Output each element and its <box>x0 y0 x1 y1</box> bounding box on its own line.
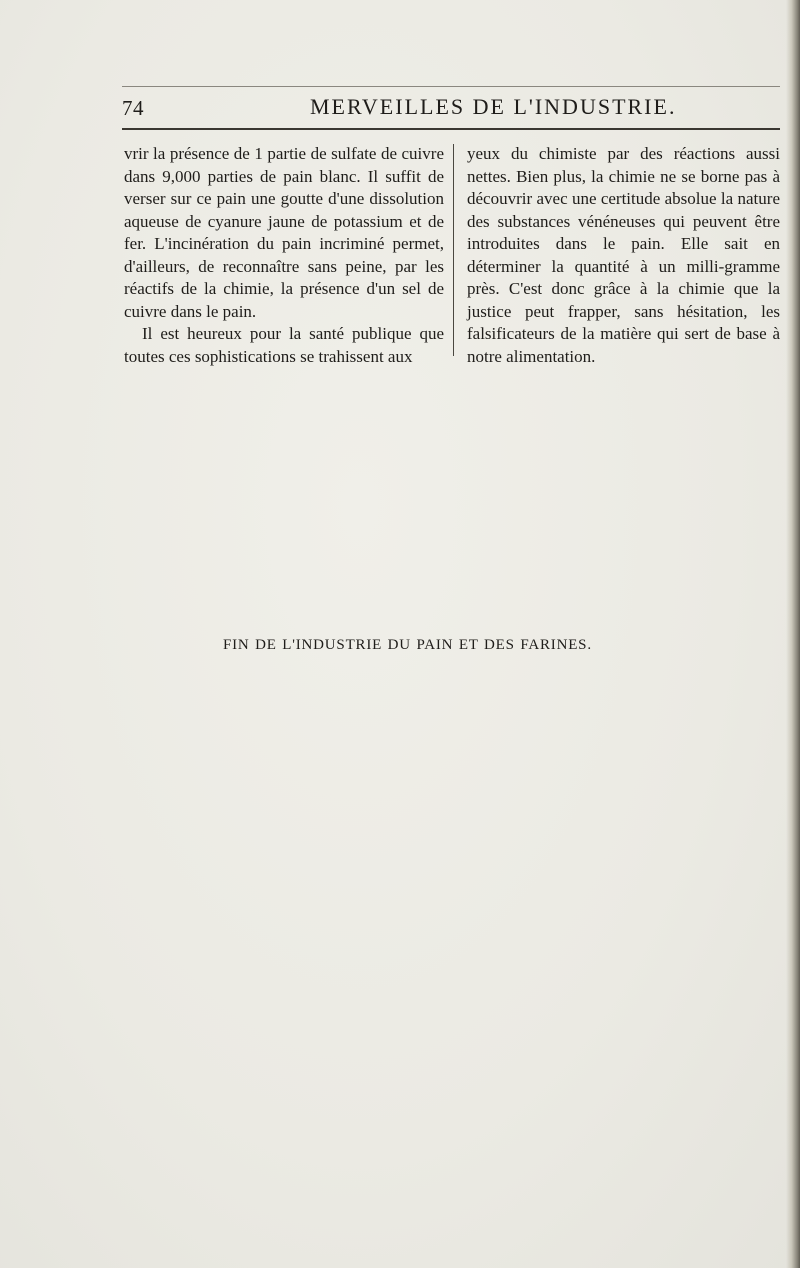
page-binding-edge <box>786 0 800 1268</box>
column-divider <box>453 144 454 356</box>
right-text-column <box>467 143 780 368</box>
running-title: MERVEILLES DE L'INDUSTRIE. <box>310 94 677 119</box>
running-header <box>122 86 780 126</box>
page-number: 74 <box>122 96 144 120</box>
chapter-end-colophon: FIN DE L'INDUSTRIE DU PAIN ET DES FARINES. <box>223 637 592 653</box>
left-paragraph: Il est heureux pour la santé publique que toutes ces sophistications se trahissent aux <box>124 324 444 366</box>
header-bottom-rule <box>122 128 780 130</box>
left-paragraph-continued: vrir la présence de 1 partie de sulfate de cuivre dans 9,000 parties de pain blanc. Il suffit de verser sur ce pain une goutte d'une dissolution aqueuse de cyanure jaune de potassium et de fer. L'incinération du pain incriminé permet, d'ailleurs, de reconnaître sans peine, par les réactifs de la chimie, la présence d'un sel de cuivre dans le pain. <box>124 144 444 321</box>
right-paragraph: yeux du chimiste par des réactions aussi nettes. Bien plus, la chimie ne se borne pas à découvrir avec une certitude absolue la nature des substances vénéneuses qui peuvent être introduites dans le pain. Elle sait en déterminer la quantité à un milli-gramme près. C'est donc grâce à la chimie que la justice peut frapper, sans hésitation, les falsificateurs de la matière qui sert de base à notre alimentation. <box>467 144 780 366</box>
header-top-rule <box>122 86 780 87</box>
left-text-column <box>124 143 444 368</box>
